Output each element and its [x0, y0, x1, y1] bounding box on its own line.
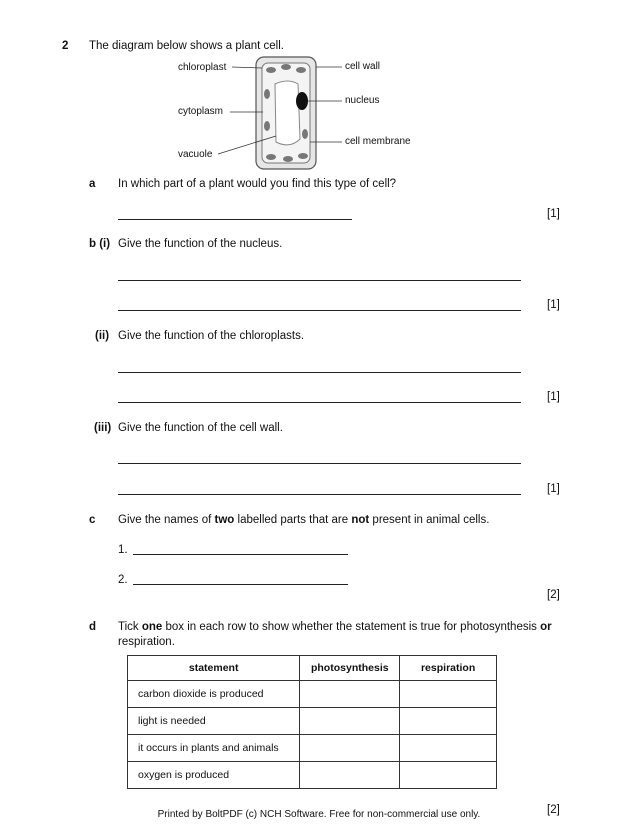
respiration-tick-box[interactable]: [400, 708, 497, 735]
page-footer: Printed by BoltPDF (c) NCH Software. Free for non-commercial use only.: [157, 809, 481, 820]
marks-bii: [1]: [547, 391, 560, 403]
part-c-item2: 2.: [118, 574, 128, 586]
part-d-text: Tick one box in each row to show whether the statement is true for photosynthesis or: [118, 621, 552, 633]
answer-line[interactable]: [118, 372, 521, 373]
marks-a: [1]: [547, 208, 560, 220]
chloroplast-shape: [296, 67, 306, 73]
part-c-text: Give the names of two labelled parts that are not present in animal cells.: [118, 514, 490, 526]
marks-d: [2]: [547, 804, 560, 816]
answer-line[interactable]: [118, 463, 521, 464]
chloroplast-shape: [283, 156, 293, 162]
table-header: statement: [128, 656, 300, 681]
statement-cell: carbon dioxide is produced: [128, 681, 300, 708]
statement-cell: it occurs in plants and animals: [128, 735, 300, 762]
table-header: photosynthesis: [300, 656, 400, 681]
marks-c: [2]: [547, 589, 560, 601]
part-biii-text: Give the function of the cell wall.: [118, 422, 283, 434]
photosynthesis-tick-box[interactable]: [300, 735, 400, 762]
part-biii-label: (iii): [94, 422, 112, 434]
part-a-text: In which part of a plant would you find this type of cell?: [118, 178, 397, 190]
nucleus-shape: [296, 92, 308, 110]
table-row: [128, 762, 497, 789]
chloroplast-shape: [281, 64, 291, 70]
answer-line[interactable]: [118, 310, 521, 311]
part-d-label: d: [89, 621, 97, 633]
table-row: [128, 681, 497, 708]
chloroplast-shape: [298, 153, 308, 159]
question-intro: The diagram below shows a plant cell.: [89, 40, 284, 52]
answer-line[interactable]: [118, 219, 352, 220]
statement-cell: light is needed: [128, 708, 300, 735]
chloroplast-shape: [266, 154, 276, 160]
photosynthesis-tick-box[interactable]: [300, 708, 400, 735]
chloroplast-shape: [302, 129, 308, 139]
respiration-tick-box[interactable]: [400, 681, 497, 708]
part-bii-text: Give the function of the chloroplasts.: [118, 330, 305, 342]
part-bi-text: Give the function of the nucleus.: [118, 238, 283, 250]
marks-bi: [1]: [547, 299, 560, 311]
answer-line[interactable]: [118, 280, 521, 281]
answer-line[interactable]: [118, 402, 521, 403]
photosynthesis-tick-box[interactable]: [300, 681, 400, 708]
table-row: [128, 708, 497, 735]
answer-line[interactable]: [118, 494, 521, 495]
part-bii-label: (ii): [95, 330, 110, 342]
chloroplast-shape: [264, 89, 270, 99]
label-vacuole: vacuole: [178, 149, 213, 160]
part-a-label: a: [89, 178, 96, 190]
marks-biii: [1]: [547, 483, 560, 495]
label-cell-membrane: cell membrane: [345, 136, 411, 147]
part-c-label: c: [89, 514, 96, 526]
table-row: [128, 735, 497, 762]
respiration-tick-box[interactable]: [400, 762, 497, 789]
label-cell-wall: cell wall: [345, 61, 381, 72]
chloroplast-shape: [266, 67, 276, 73]
label-chloroplast: chloroplast: [178, 62, 227, 73]
part-d-text-line2: respiration.: [118, 636, 175, 648]
label-cytoplasm: cytoplasm: [178, 106, 224, 117]
question-number: 2: [62, 40, 69, 52]
photosynthesis-tick-box[interactable]: [300, 762, 400, 789]
answer-line[interactable]: [133, 584, 348, 585]
respiration-tick-box[interactable]: [400, 735, 497, 762]
chloroplast-shape: [264, 121, 270, 131]
part-bi-label: b (i): [89, 238, 111, 250]
vacuole-shape: [275, 81, 300, 145]
statement-cell: oxygen is produced: [128, 762, 300, 789]
tick-table: [127, 655, 497, 789]
table-header: respiration: [400, 656, 497, 681]
label-nucleus: nucleus: [345, 95, 380, 106]
answer-line[interactable]: [133, 554, 348, 555]
part-c-item1: 1.: [118, 544, 128, 556]
